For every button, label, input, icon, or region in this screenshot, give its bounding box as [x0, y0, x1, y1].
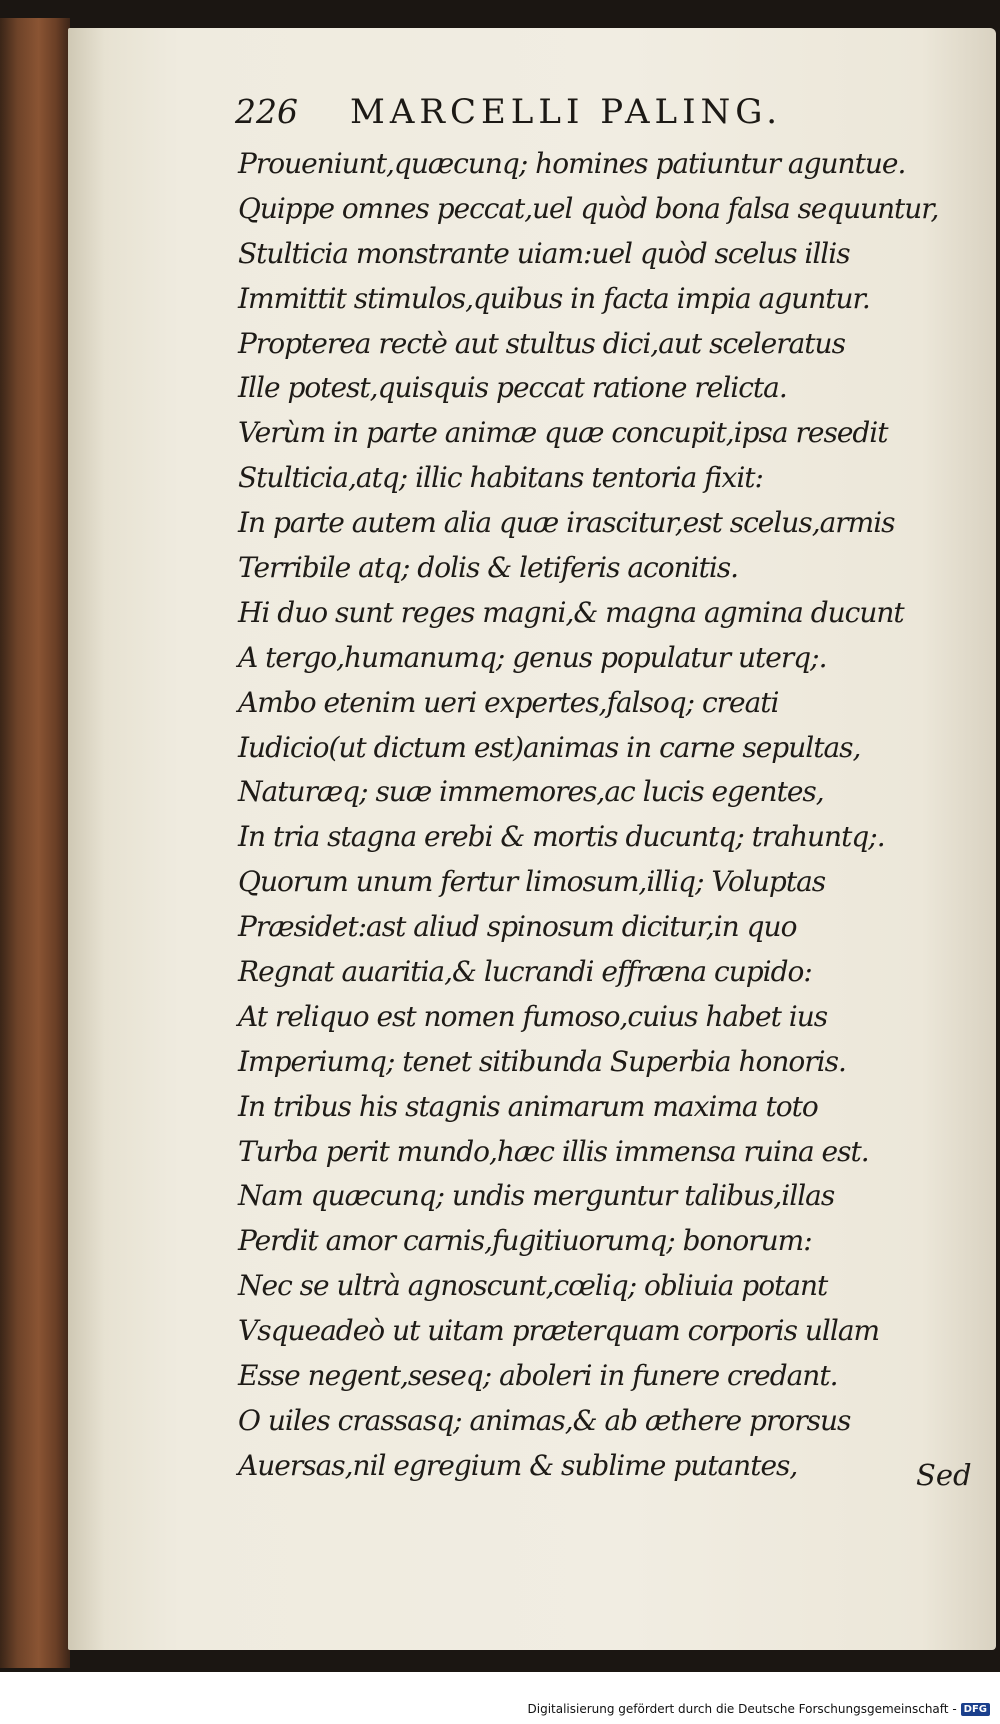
- verse-line: Quorum unum fertur limosum,illiq; Voluptas: [238, 865, 826, 899]
- verse-line: Terribile atq; dolis & letiferis aconitis.: [238, 551, 739, 585]
- verse-line: In parte autem alia quæ irascitur,est scelus,armis: [238, 506, 895, 540]
- verse-line: Propterea rectè aut stultus dici,aut sceleratus: [238, 326, 845, 360]
- book-spine: [0, 18, 70, 1668]
- digitization-credit: [528, 1699, 991, 1719]
- verse-line: Ambo etenim ueri expertes,falsoq; creati: [238, 685, 779, 719]
- verse-line: Verùm in parte animæ quæ concupit,ipsa resedit: [238, 416, 888, 450]
- verse-line: Perdit amor carnis,fugitiuorumq; bonorum:: [238, 1224, 812, 1258]
- verse-line: Quippe omnes peccat,uel quòd bona falsa sequuntur,: [238, 191, 939, 225]
- page-header: [235, 92, 782, 140]
- verse-line: A tergo,humanumq; genus populatur uterq;.: [238, 640, 827, 674]
- verse-line: Iudicio(ut dictum est)animas in carne sepultas,: [238, 730, 861, 764]
- credit-text: Digitalisierung gefördert durch die Deutsche Forschungsgemeinschaft -: [527, 1702, 957, 1716]
- verse-line: Naturæq; suæ immemores,ac lucis egentes,: [238, 775, 824, 809]
- verse-line: Nam quæcunq; undis merguntur talibus,illas: [238, 1179, 835, 1213]
- running-head: MARCELLI PALING.: [350, 92, 783, 132]
- verse-line: In tribus his stagnis animarum maxima toto: [238, 1089, 818, 1123]
- verse-text-block: [238, 142, 938, 1489]
- verse-line: Stulticia monstrante uiam:uel quòd scelus illis: [238, 236, 850, 270]
- verse-line: In tria stagna erebi & mortis ducuntq; trahuntq;.: [238, 820, 885, 854]
- verse-line: Imperiumq; tenet sitibunda Superbia honoris.: [238, 1044, 846, 1078]
- verse-line: Turba perit mundo,hæc illis immensa ruina est.: [238, 1134, 869, 1168]
- verse-line: Nec se ultrà agnoscunt,cœliq; obliuia potant: [238, 1269, 828, 1303]
- verse-line: Auersas,nil egregium & sublime putantes,: [238, 1448, 798, 1482]
- catchword: Sed: [916, 1458, 972, 1492]
- dfg-logo-icon: DFG: [961, 1703, 990, 1716]
- verse-line: Regnat auaritia,& lucrandi effræna cupido:: [238, 955, 812, 989]
- verse-line: Hi duo sunt reges magni,& magna agmina ducunt: [238, 595, 904, 629]
- verse-line: Proueniunt,quæcunq; homines patiuntur aguntue.: [238, 147, 906, 180]
- verse-line: Præsidet:ast aliud spinosum dicitur,in quo: [238, 910, 797, 944]
- page-number: 226: [235, 92, 298, 131]
- verse-line: Vsqueadeò ut uitam præterquam corporis ullam: [238, 1314, 880, 1348]
- verse-line: O uiles crassasq; animas,& ab æthere prorsus: [238, 1403, 851, 1437]
- verse-line: Esse negent,seseq; aboleri in funere credant.: [238, 1359, 838, 1393]
- verse-line: Ille potest,quisquis peccat ratione relicta.: [238, 371, 787, 405]
- verse-line: Stulticia,atq; illic habitans tentoria fixit:: [238, 461, 763, 495]
- verse-line: Immittit stimulos,quibus in facta impia aguntur.: [238, 281, 870, 315]
- verse-line: At reliquo est nomen fumoso,cuius habet ius: [238, 999, 828, 1033]
